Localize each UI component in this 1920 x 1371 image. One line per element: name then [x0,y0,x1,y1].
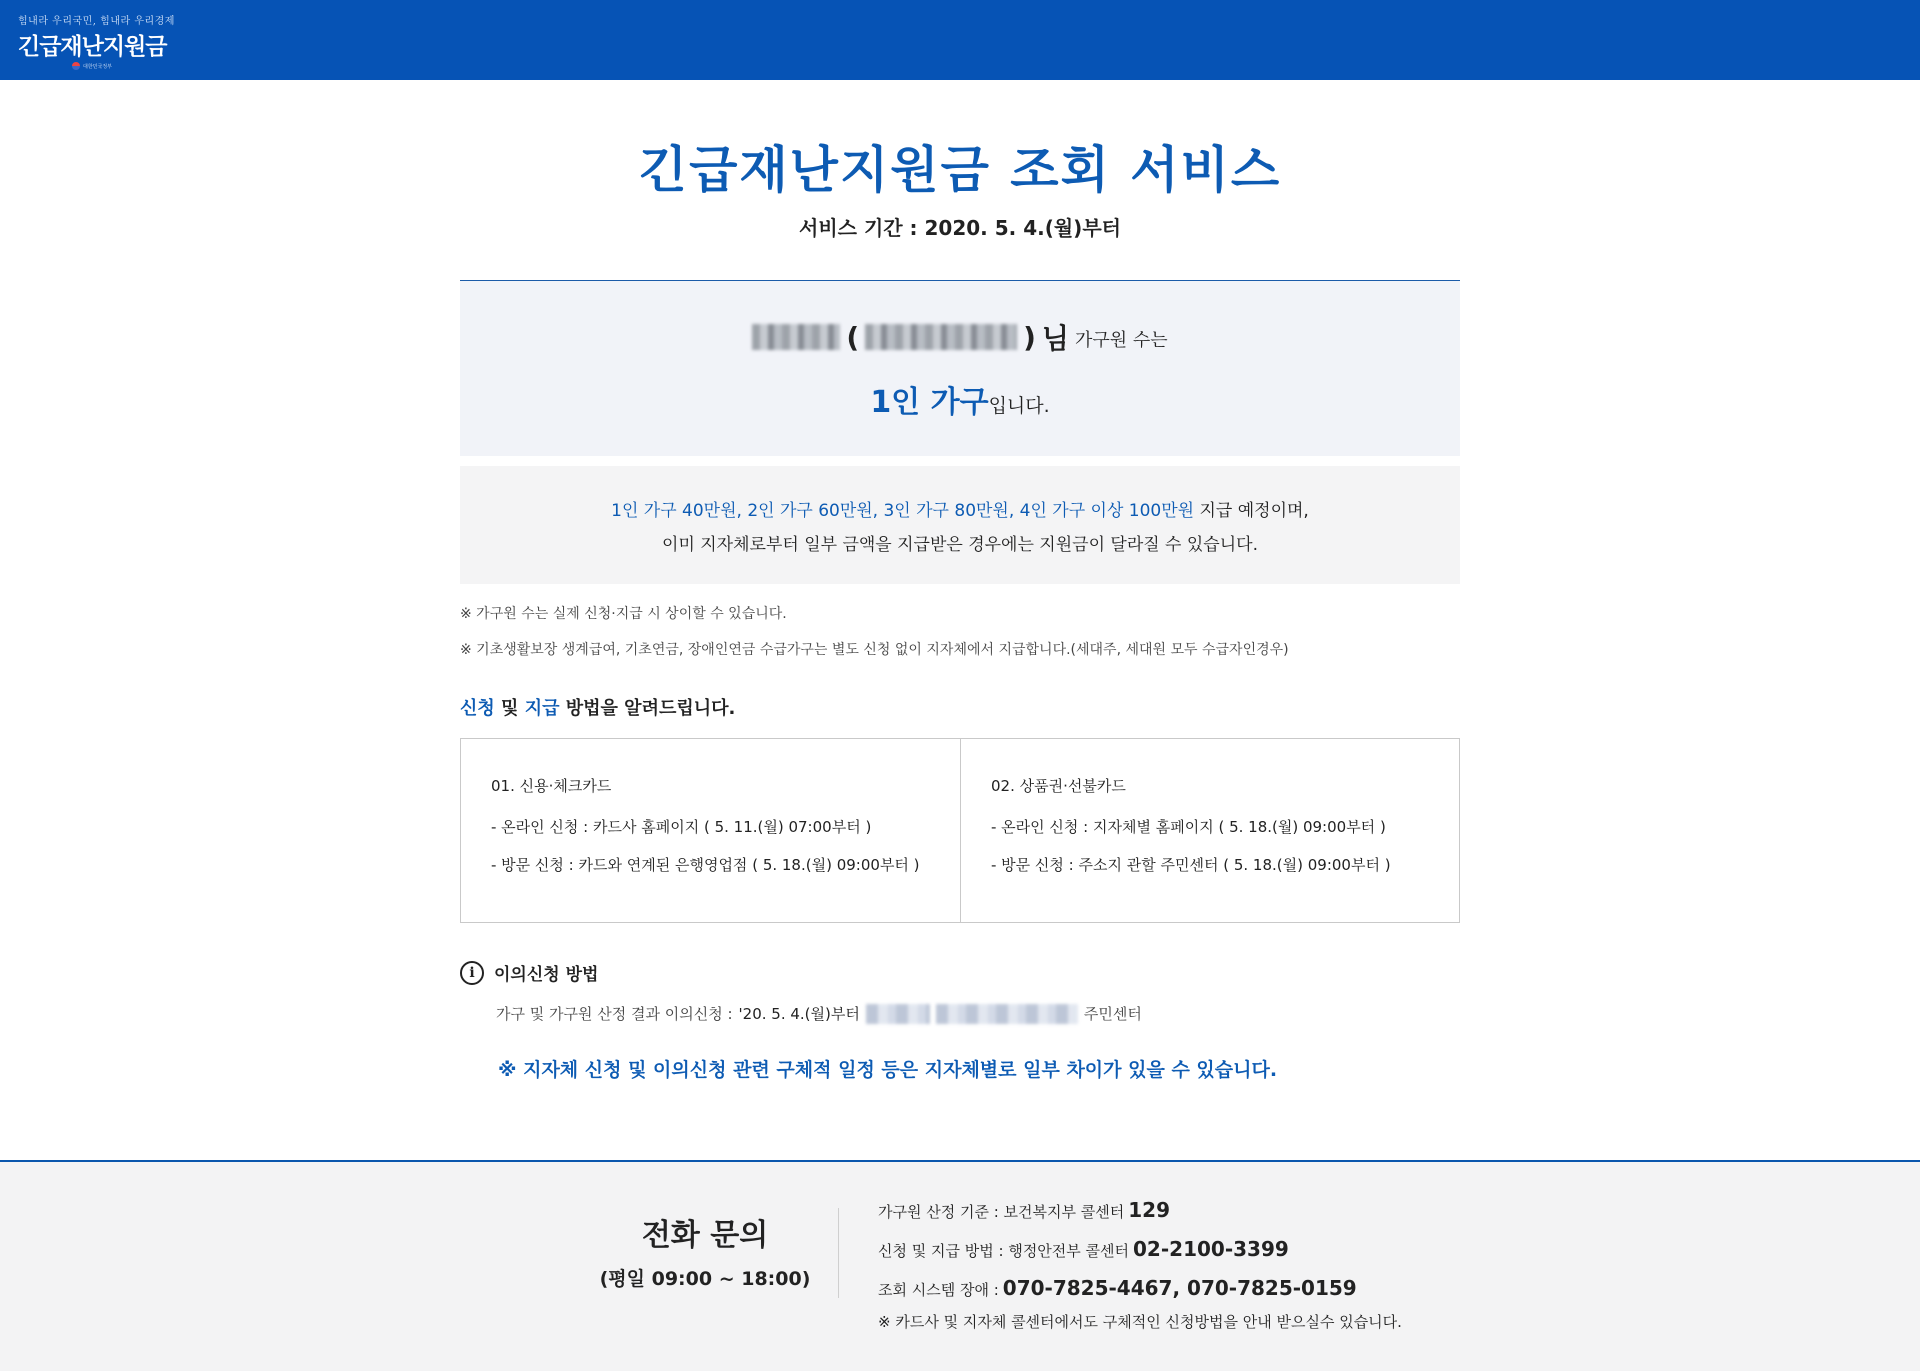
logo-title: 긴급재난지원금 [18,34,167,60]
redacted-birthdate [865,324,1017,350]
method-heading-apply: 신청 [460,698,495,719]
info-icon: i [460,961,484,985]
objection-title: 이의신청 방법 [494,965,599,985]
footer-contact [0,1160,1920,1371]
footer-title: 전화 문의 [641,1218,769,1253]
amount-line-2: 이미 지자체로부터 일부 금액을 지급받은 경우에는 지원금이 달라질 수 있습니다. [662,535,1258,555]
method-heading-rest: 방법을 알려드립니다. [559,698,736,719]
close-paren: ) [1023,320,1036,354]
method-gift-certificate [960,739,1459,922]
contact-number[interactable]: 070-7825-4467, 070-7825-0159 [1002,1276,1357,1300]
household-count: 1인 가구 [870,385,989,420]
open-paren: ( [846,320,860,354]
contact-note: ※ 카드사 및 지자체 콜센터에서도 구체적인 신청방법을 안내 받으실수 있습니다. [878,1313,1402,1331]
method-visit: - 방문 신청 : 주소지 관할 주민센터 ( 5. 18.(월) 09:00부터 ) [991,856,1391,874]
logo-sub-text: 대한민국정부 [83,63,112,70]
logo-government-mark [72,62,175,70]
redacted-name [752,324,840,350]
method-online: - 온라인 신청 : 지자체별 홈페이지 ( 5. 18.(월) 09:00부터 ) [991,818,1386,836]
footer-contact-title-block [560,1210,850,1291]
footer-contact-list [878,1198,1402,1332]
honorific: 님 [1041,322,1069,355]
method-title: 01. 신용·체크카드 [491,777,612,795]
contact-number[interactable]: 129 [1128,1198,1170,1222]
objection-heading [460,960,598,985]
government-emblem-icon [72,62,80,70]
method-heading-and: 및 [494,698,525,719]
contact-system-error [878,1276,1402,1315]
contact-label: 가구원 산정 기준 : 보건복지부 콜센터 [878,1203,1125,1221]
method-table [460,738,1460,923]
note-basic-livelihood: ※ 기초생활보장 생계급여, 기초연금, 장애인연금 수급가구는 별도 신청 없이 지자체에서 지급합니다.(세대주, 세대원 모두 수급자인경우) [460,642,1289,658]
objection-detail [496,1003,1142,1024]
method-online: - 온라인 신청 : 카드사 홈페이지 ( 5. 11.(월) 07:00부터 ) [491,818,872,836]
household-name-line [460,317,1460,357]
redacted-region [866,1004,930,1024]
household-count-line [460,377,1460,421]
contact-application-method [878,1237,1402,1276]
household-count-suffix: 입니다. [988,395,1050,417]
method-heading [460,694,735,720]
footer-hours: (평일 09:00 ~ 18:00) [599,1268,811,1290]
contact-label: 신청 및 지급 방법 : 행정안전부 콜센터 [878,1242,1130,1260]
amount-schedule-suffix: 지급 예정이며, [1194,501,1309,521]
contact-number[interactable]: 02-2100-3399 [1133,1237,1289,1261]
redacted-district [936,1004,1078,1024]
footer-divider [838,1208,839,1298]
note-household-count: ※ 가구원 수는 실제 신청·지급 시 상이할 수 있습니다. [460,606,787,622]
objection-prefix: 가구 및 가구원 산정 결과 이의신청 : [496,1005,733,1023]
household-result-box [460,280,1460,456]
amount-schedule: 1인 가구 40만원, 2인 가구 60만원, 3인 가구 80만원, 4인 가구 이상 100만원 [611,501,1195,521]
top-header-bar [0,0,1920,80]
service-period: 서비스 기간 : 2020. 5. 4.(월)부터 [799,216,1121,240]
method-heading-pay: 지급 [524,698,560,719]
page-title: 긴급재난지원금 조회 서비스 [638,141,1282,199]
method-visit: - 방문 신청 : 카드와 연계된 은행영업점 ( 5. 18.(월) 09:00부터 ) [491,856,920,874]
method-title: 02. 상품권·선불카드 [991,777,1126,795]
method-credit-card [461,739,960,922]
objection-date: '20. 5. 4.(월)부터 [738,1005,860,1023]
objection-suffix: 주민센터 [1083,1005,1142,1023]
amount-line-1 [460,496,1460,521]
site-logo[interactable] [18,12,175,70]
household-suffix: 가구원 수는 [1074,330,1168,351]
contact-label: 조회 시스템 장애 : [878,1281,999,1299]
schedule-notice: ※ 지자체 신청 및 이의신청 관련 구체적 일정 등은 지자체별로 일부 차이가 있을 수 있습니다. [498,1059,1278,1081]
contact-household-criteria [878,1198,1402,1237]
logo-slogan: 힘내라 우리국민, 힘내라 우리경제 [18,16,175,27]
support-amount-box [460,466,1460,584]
